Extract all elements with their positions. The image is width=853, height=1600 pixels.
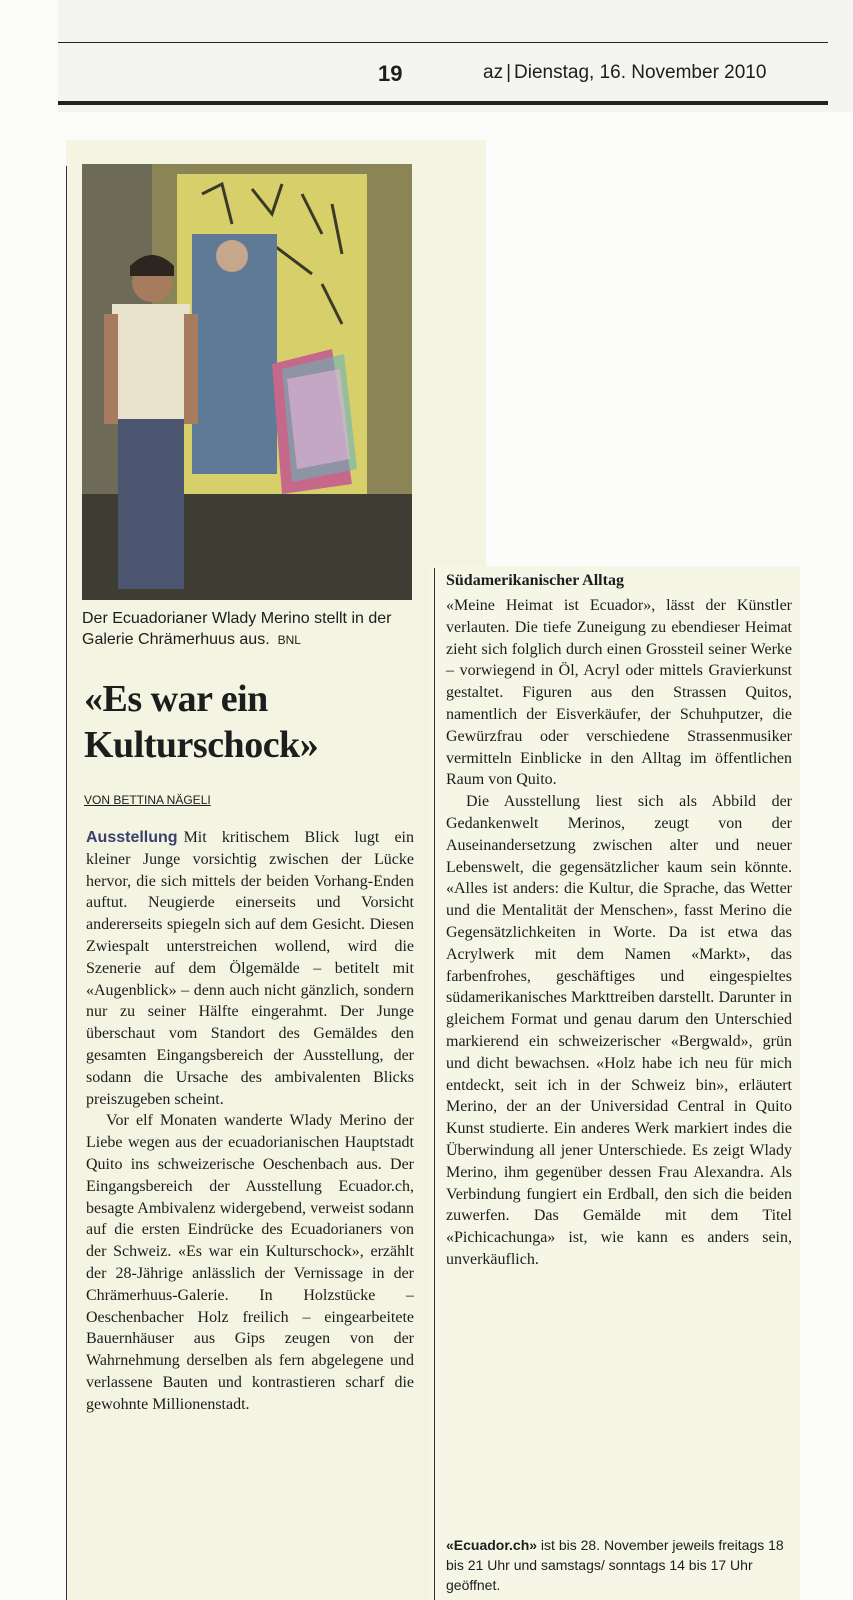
exhibition-hours: ist bis 28. November jeweils freitags 18 bis 21 Uhr und samstags/ sonntags 14 bis 17 Uhr geöffnet. [446,1537,784,1593]
exhibition-info [446,1535,786,1595]
article-byline: VON BETTINA NÄGELI [84,793,211,807]
article-subhead: Südamerikanischer Alltag [446,572,624,589]
paragraph: Die Ausstellung liest sich als Abbild der Gedankenwelt Merinos, zeugt von der Auseinandersetzung zwischen alter und neuer Lebenswelt, die gegensätzlicher kaum sein könnte. «Alles ist anders: die Kultur, die Sprache, das Wetter und die Mentalität der Menschen», fasst Merino die Gegensätzlichkeiten in Worte. Da ist etwa das Acrylwerk mit dem Namen «Markt», das farbenfrohes, geschäftiges und eingespieltes südamerikanisches Markttreiben darstellt. Darunter in gleichem Format und genau darum den Unterschied markierend ein schweizerischer «Bergwald», grün und dicht bewachsen. «Holz habe ich neu für mich entdeckt, seit ich in der Schweiz bin», erläutert Merino, der an der Universidad Central in Quito Kunst studierte. Ein anderes Werk markiert indes die Überwindung all jener Unterschiede. Es zeigt Wlady Merino, ihm gegenüber dessen Frau Alexandra. Als Verbindung fungiert ein Erdball, den sich die beiden zuwerfen. Das Gemälde mit dem Titel «Pichicachunga» ist, wie kann es anders sein, unverkäuflich. [446,793,792,1268]
paragraph [86,827,414,1110]
photo-caption [82,608,422,651]
article-column-right [446,595,792,1271]
paragraph-text: Mit kritischem Blick lugt ein kleiner Junge vorsichtig zwischen der Lücke hervor, die sich mittels der beiden Vorhang-Enden auftut. Neugierde einerseits und Vorsicht andererseits spiegeln sich auf dem Gesicht. Diesen Zwiespalt unterstreichen wollend, wird die Szenerie auf dem Ölgemälde – betitelt mit «Augenblick» – denn auch nicht gänzlich, sondern nur zu seiner Hälfte eingerahmt. Der Junge überschaut vom Standort des Gemäldes den gesamten Eingangsbereich der Ausstellung, der sodann die Ursache des ambivalenten Blicks preiszugeben scheint. [86,829,414,1108]
caption-text: Der Ecuadorianer Wlady Merino stellt in der Galerie Chrämerhuus aus. [82,610,392,648]
article-headline: «Es war ein Kulturschock» [84,678,319,766]
publication-name: az [483,62,504,83]
publication-date: Dienstag, 16. November 2010 [514,62,767,83]
article-column-left [86,827,414,1416]
header-rule-top [58,42,828,43]
newspaper-header-strip [58,0,853,112]
paragraph: Vor elf Monaten wanderte Wlady Merino der Liebe wegen aus der ecuadorianischen Hauptstadt Quito ins schweizerische Oeschenbach aus. Der Eingangsbereich der Ausstellung Ecuador.ch, besagte Ambivalenz widergebend, verweist sodann auf die ersten Eindrücke des Ecuadorianers von der Schweiz. «Es war ein Kulturschock», erzählt der 28-Jährige anlässlich der Vernissage in der Chrämerhuus-Galerie. In Holzstücke – Oeschenbacher Holz freilich – eingearbeitete Bauernhäuser aus Gips zeugen von der Wahrnehmung derselben als fern abgelegene und verlassene Bauten und kontrastieren scharf die gewohnte Millionenstadt. [86,1112,414,1413]
publication-line: az | Dienstag, 16. November 2010 [483,62,767,83]
photo-artist-with-painting [82,164,412,600]
page-number: 19 [378,61,403,86]
column-rule-left [66,166,67,1600]
article-photo [82,164,412,600]
column-rule-middle [434,568,435,1600]
header-rule-bottom [58,101,828,105]
article-kicker: Ausstellung [86,829,178,846]
paragraph: «Meine Heimat ist Ecuador», lässt der Künstler verlauten. Die tiefe Zuneigung zu ebendieser Heimat zieht sich folglich durch einen Grossteil seiner Werke – vorwiegend in Öl, Acryl oder mittels Gravierkunst gestaltet. Figuren aus den Strassen Quitos, namentlich der Eisverkäufer, der Schuhputzer, die Gewürzfrau oder verschiedene Strassenmusiker vermitteln Einblicke in den Alltag im öffentlichen Raum von Quito. [446,597,792,789]
photo-credit: BNL [277,633,301,647]
exhibition-title: «Ecuador.ch» [446,1537,538,1553]
